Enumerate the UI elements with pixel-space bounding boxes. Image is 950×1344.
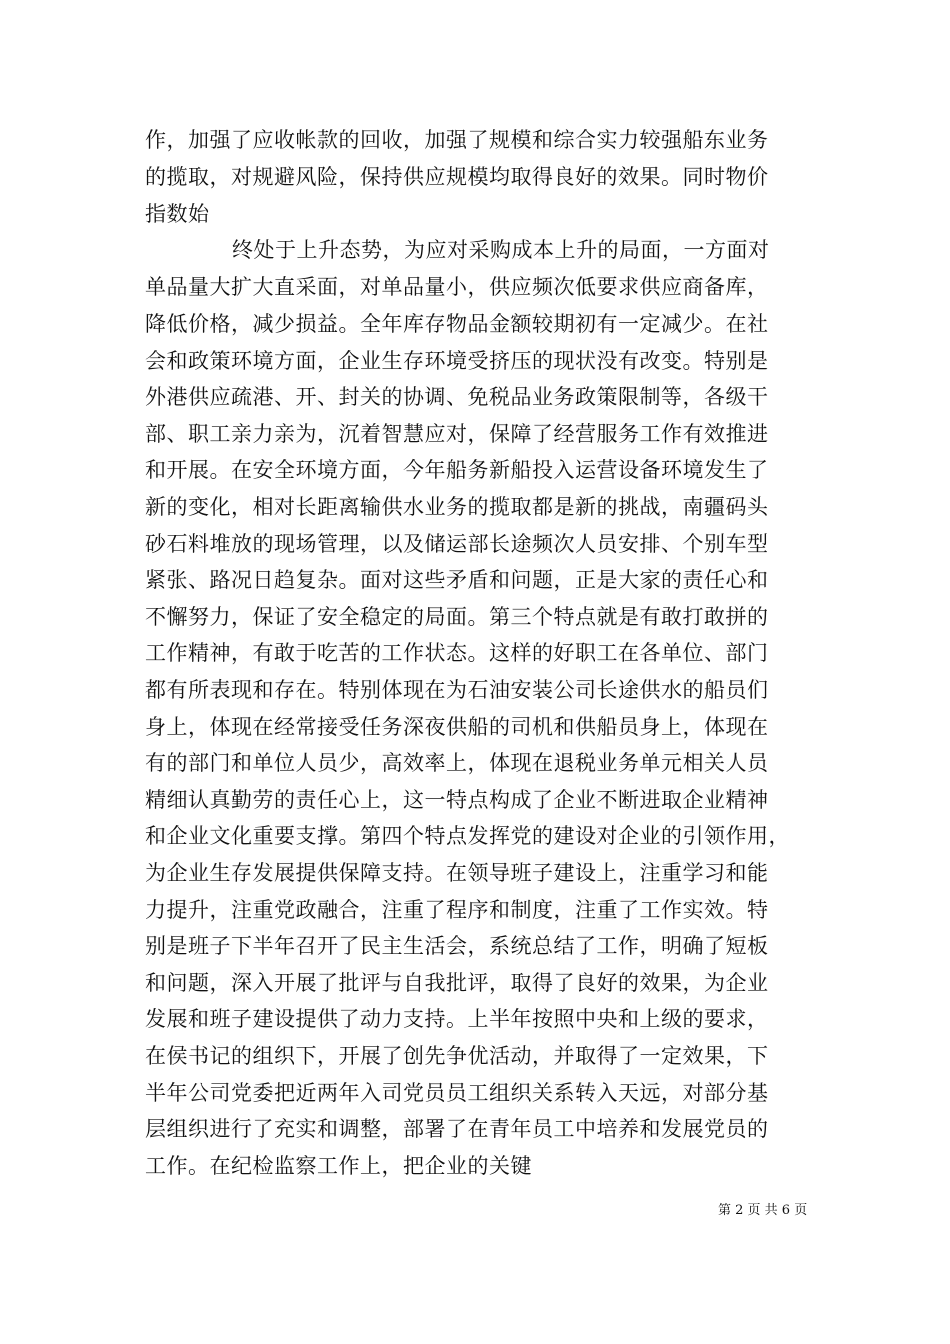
text-line-16: 都有所表现和存在。特别体现在为石油安装公司长途供水的船员们	[145, 678, 769, 702]
text-line-22: 力提升，注重党政融合，注重了程序和制度，注重了工作实效。特	[145, 898, 769, 922]
text-line-24: 和问题，深入开展了批评与自我批评，取得了良好的效果，为企业	[145, 971, 769, 995]
text-line-27: 半年公司党委把近两年入司党员员工组织关系转入天远，对部分基	[145, 1081, 769, 1105]
text-line-7: 会和政策环境方面，企业生存环境受挤压的现状没有改变。特别是	[145, 349, 769, 373]
text-line-10: 和开展。在安全环境方面，今年船务新船投入运营设备环境发生了	[145, 458, 769, 482]
text-line-13: 紧张、路况日趋复杂。面对这些矛盾和问题，正是大家的责任心和	[145, 568, 769, 592]
text-line-12: 砂石料堆放的现场管理，以及储运部长途频次人员安排、个别车型	[145, 532, 769, 556]
text-line-18: 有的部门和单位人员少，高效率上，体现在退税业务单元相关人员	[145, 751, 769, 775]
text-line-23: 别是班子下半年召开了民主生活会，系统总结了工作，明确了短板	[145, 934, 769, 958]
text-line-1: 作，加强了应收帐款的回收，加强了规模和综合实力较强船东业务	[145, 128, 769, 152]
text-line-5: 单品量大扩大直采面，对单品量小，供应频次低要求供应商备库，	[145, 275, 769, 299]
text-line-3: 指数始	[145, 202, 210, 226]
text-line-14: 不懈努力，保证了安全稳定的局面。第三个特点就是有敢打敢拼的	[145, 605, 769, 629]
text-line-9: 部、职工亲力亲为，沉着智慧应对，保障了经营服务工作有效推进	[145, 422, 769, 446]
text-line-11: 新的变化，相对长距离输供水业务的揽取都是新的挑战，南疆码头	[145, 495, 769, 519]
text-line-8: 外港供应疏港、开、封关的协调、免税品业务政策限制等，各级干	[145, 385, 769, 409]
text-line-25: 发展和班子建设提供了动力支持。上半年按照中央和上级的要求，	[145, 1007, 769, 1031]
text-line-26: 在侯书记的组织下，开展了创先争优活动，并取得了一定效果，下	[145, 1044, 769, 1068]
text-line-21: 为企业生存发展提供保障支持。在领导班子建设上，注重学习和能	[145, 861, 769, 885]
page-number-footer: 第 2 页 共 6 页	[718, 1203, 808, 1218]
text-line-2: 的揽取，对规避风险，保持供应规模均取得良好的效果。同时物价	[145, 165, 769, 189]
text-line-15: 工作精神，有敢于吃苦的工作状态。这样的好职工在各单位、部门	[145, 641, 769, 665]
text-line-19: 精细认真勤劳的责任心上，这一特点构成了企业不断进取企业精神	[145, 788, 769, 812]
text-line-6: 降低价格，减少损益。全年库存物品金额较期初有一定减少。在社	[145, 312, 769, 336]
text-line-4: 终处于上升态势，为应对采购成本上升的局面，一方面对	[232, 238, 770, 262]
text-line-29: 工作。在纪检监察工作上，把企业的关键	[145, 1154, 532, 1178]
text-line-17: 身上，体现在经常接受任务深夜供船的司机和供船员身上，体现在	[145, 715, 769, 739]
text-line-28: 层组织进行了充实和调整，部署了在青年员工中培养和发展党员的	[145, 1117, 769, 1141]
text-line-20: 和企业文化重要支撑。第四个特点发挥党的建设对企业的引领作用，	[145, 824, 790, 848]
